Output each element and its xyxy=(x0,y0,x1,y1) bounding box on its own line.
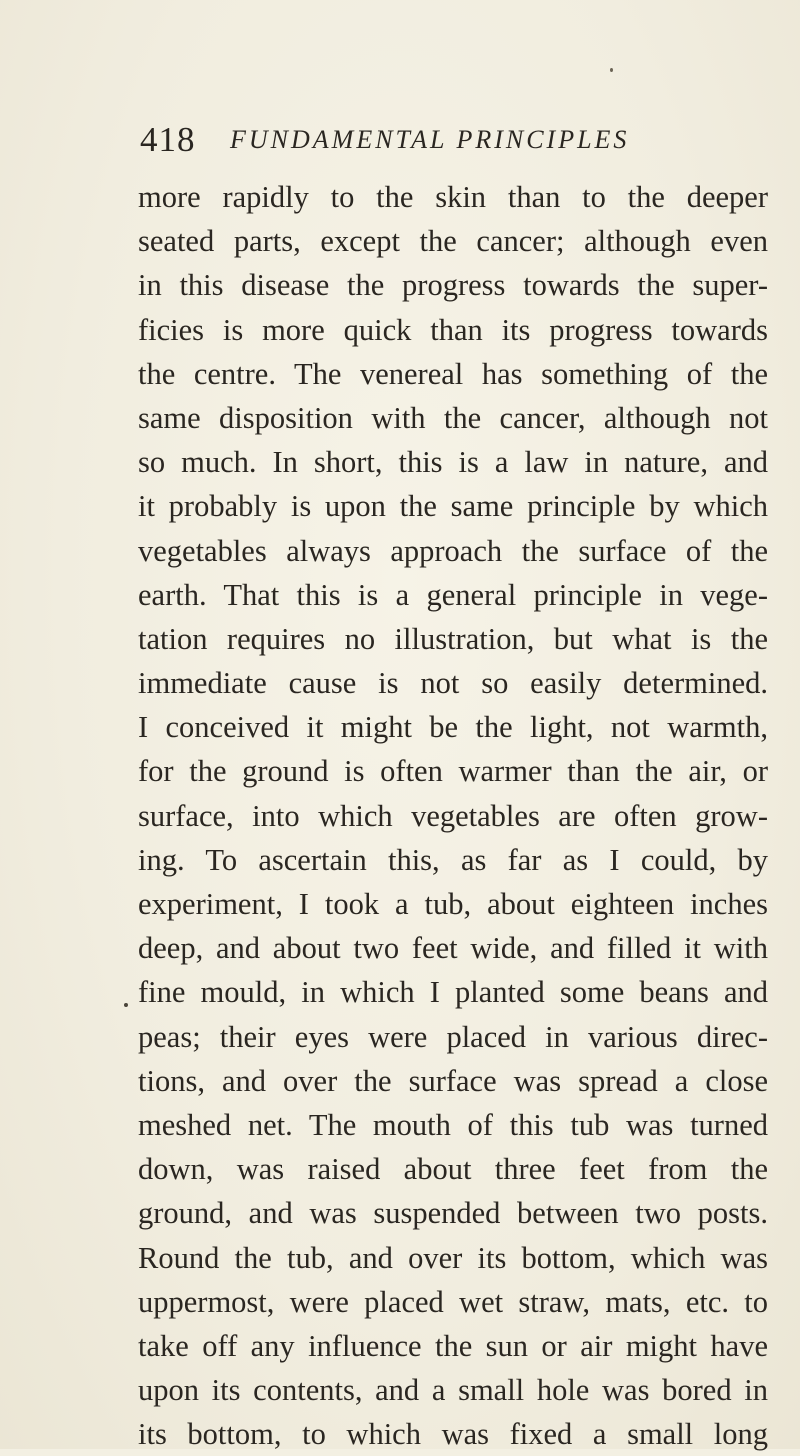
print-speck xyxy=(610,68,613,72)
text-line: ing. To ascertain this, as far as I could, by xyxy=(138,842,768,877)
page-number: 418 xyxy=(140,120,196,159)
running-head-title: FUNDAMENTAL PRINCIPLES xyxy=(230,125,630,154)
text-line: ficies is more quick than its progress towards xyxy=(138,312,768,347)
body-text xyxy=(138,175,768,1456)
text-line: deep, and about two feet wide, and filled it with xyxy=(138,931,768,966)
text-line: uppermost, were placed wet straw, mats, etc. to xyxy=(138,1284,768,1319)
text-line: vegetables always approach the surface of the xyxy=(138,533,768,568)
text-line: earth. That this is a general principle in vege- xyxy=(138,577,768,612)
text-line: so much. In short, this is a law in nature, and xyxy=(138,445,768,480)
text-line: tation requires no illustration, but what is the xyxy=(138,621,768,656)
text-line: Round the tub, and over its bottom, which was xyxy=(138,1240,768,1275)
text-line: seated parts, except the cancer; although even xyxy=(138,224,768,259)
text-line: down, was raised about three feet from the xyxy=(138,1152,768,1187)
text-line: in this disease the progress towards the super- xyxy=(138,268,768,303)
text-line: take off any influence the sun or air might have xyxy=(138,1328,768,1363)
text-line: experiment, I took a tub, about eighteen inches xyxy=(138,887,768,921)
text-line: the centre. The venereal has something of the xyxy=(138,356,768,391)
running-head xyxy=(140,120,760,160)
text-line: it probably is upon the same principle by which xyxy=(138,489,768,524)
text-line: tions, and over the surface was spread a close xyxy=(138,1063,768,1098)
text-line: same disposition with the cancer, although not xyxy=(138,400,768,435)
text-line: peas; their eyes were placed in various direc- xyxy=(138,1019,768,1054)
text-line: its bottom, to which was fixed a small long xyxy=(138,1417,768,1452)
text-line: for the ground is often warmer than the air, or xyxy=(138,754,768,789)
text-line: ground, and was suspended between two posts. xyxy=(138,1196,768,1231)
text-line: surface, into which vegetables are often grow- xyxy=(138,798,768,833)
text-line: meshed net. The mouth of this tub was turned xyxy=(138,1107,768,1142)
text-line: I conceived it might be the light, not warmth, xyxy=(138,710,768,745)
text-line: immediate cause is not so easily determined. xyxy=(138,666,768,701)
text-line: more rapidly to the skin than to the deeper xyxy=(138,180,768,214)
print-speck xyxy=(124,1003,128,1007)
text-line: upon its contents, and a small hole was bored in xyxy=(138,1373,768,1408)
text-line: fine mould, in which I planted some beans and xyxy=(138,975,768,1010)
